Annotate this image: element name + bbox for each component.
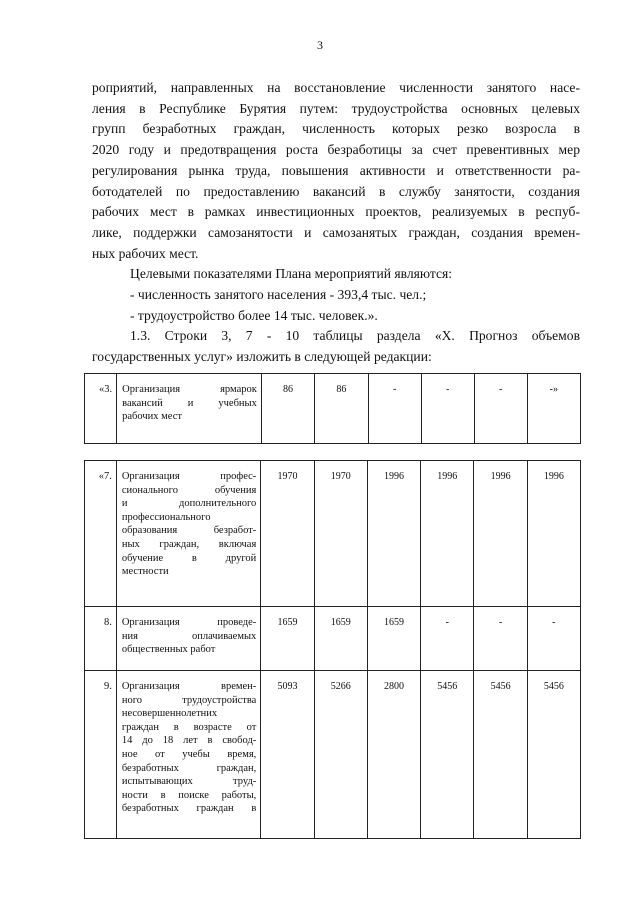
row-value: - <box>421 607 474 671</box>
row-name <box>116 671 260 839</box>
row-name-line: безработных граждан в <box>121 803 257 815</box>
row-value: 1970 <box>314 461 367 607</box>
row-value: 5456 <box>527 671 580 839</box>
table-row <box>85 461 581 607</box>
paragraph-line: лике, поддержки самозанятости и самозанятых граждан, создания времен- <box>92 224 580 240</box>
row-name-line: ного трудоустройства <box>121 694 257 706</box>
row-number: «7. <box>85 461 117 607</box>
row-name-line: Организация профес- <box>121 471 257 482</box>
paragraph-line: ления в Республике Бурятия путем: трудоустройства основных целевых <box>92 100 580 116</box>
row-name-line: 14 до 18 лет в свобод- <box>121 735 257 747</box>
paragraph-line: ботодателей по предоставлению вакансий в службу занятости, создания <box>92 183 580 199</box>
row-value: 1970 <box>261 461 314 607</box>
page-number: 3 <box>317 38 323 52</box>
row-name-line: общественных работ <box>121 644 216 656</box>
row-name-line: сионального обучения <box>121 484 257 496</box>
row-name-line: и дополнительного <box>121 498 257 510</box>
row-value: 1996 <box>474 461 527 607</box>
row-name <box>117 374 262 444</box>
row-name <box>116 607 260 671</box>
paragraph-line: ных рабочих мест. <box>92 245 199 261</box>
row-value: - <box>474 374 527 444</box>
row-name-line: граждан в возрасте от <box>121 721 257 733</box>
row-name-line: Организация времен- <box>121 681 257 692</box>
row-name-line: рабочих мест <box>122 411 182 423</box>
row-number: 8. <box>85 607 117 671</box>
row-value: 5266 <box>314 671 367 839</box>
row-name-line: ное от учебы время, <box>121 748 257 760</box>
paragraph-line: регулирования рынка труда, повышения активности и ответственности ра- <box>92 162 580 178</box>
row-name-line: ния оплачиваемых <box>121 630 257 642</box>
row-number: «3. <box>85 374 117 444</box>
row-name-line: образования безработ- <box>121 525 257 537</box>
row-name-line: испытывающих труд- <box>121 776 257 788</box>
row-name-line: обучение в другой <box>121 552 257 564</box>
row-name-line: Организация ярмарок <box>122 384 257 395</box>
row-value: 1996 <box>367 461 420 607</box>
row-value: - <box>527 607 580 671</box>
row-value: 5456 <box>474 671 527 839</box>
row-value: 2800 <box>367 671 420 839</box>
target-intro: Целевыми показателями Плана мероприятий являются: <box>130 266 453 282</box>
body-text <box>92 78 580 368</box>
row-value: 1996 <box>421 461 474 607</box>
row-value: 1659 <box>314 607 367 671</box>
paragraph-line: групп безработных граждан, численность которых резко возросла в <box>92 121 580 137</box>
row-value: - <box>368 374 421 444</box>
section-line: государственных услуг» изложить в следующей редакции: <box>92 349 432 365</box>
table-row-3 <box>84 373 581 444</box>
table-row <box>85 607 581 671</box>
paragraph-line: 2020 году и предотвращения роста безработицы за счет превентивных мер <box>92 142 580 158</box>
row-value: 1659 <box>367 607 420 671</box>
row-value: 5093 <box>261 671 314 839</box>
row-value: - <box>474 607 527 671</box>
row-name-line: ных граждан, включая <box>121 538 257 550</box>
table-row <box>85 671 581 839</box>
row-value: 5456 <box>421 671 474 839</box>
target-item: - численность занятого населения - 393,4 тыс. чел.; <box>130 287 427 303</box>
row-value: 86 <box>261 374 314 444</box>
row-name-line: вакансий и учебных <box>122 397 257 409</box>
row-name-line: ности в поиске работы, <box>121 789 257 801</box>
row-number: 9. <box>85 671 117 839</box>
table-row <box>85 374 581 444</box>
paragraph-line: роприятий, направленных на восстановление численности занятого насе- <box>92 80 580 95</box>
row-value: -» <box>527 374 580 444</box>
paragraph-line: рабочих мест в рамках инвестиционных проектов, реализуемых в респуб- <box>92 204 580 220</box>
row-value: 86 <box>315 374 368 444</box>
table-rows-7-9 <box>84 460 581 839</box>
target-item: - трудоустройство более 14 тыс. человек.». <box>130 307 378 323</box>
row-value: 1659 <box>261 607 314 671</box>
section-line: 1.3. Строки 3, 7 - 10 таблицы раздела «X. Прогноз объемов <box>130 328 580 344</box>
row-name-line: местности <box>121 566 169 578</box>
row-name-line: Организация проведе- <box>121 617 257 628</box>
row-name-line: несовершеннолетних <box>121 708 218 720</box>
row-name-line: безработных граждан, <box>121 762 257 774</box>
row-value: 1996 <box>527 461 580 607</box>
row-value: - <box>421 374 474 444</box>
row-name <box>116 461 260 607</box>
row-name-line: профессионального <box>121 511 211 523</box>
